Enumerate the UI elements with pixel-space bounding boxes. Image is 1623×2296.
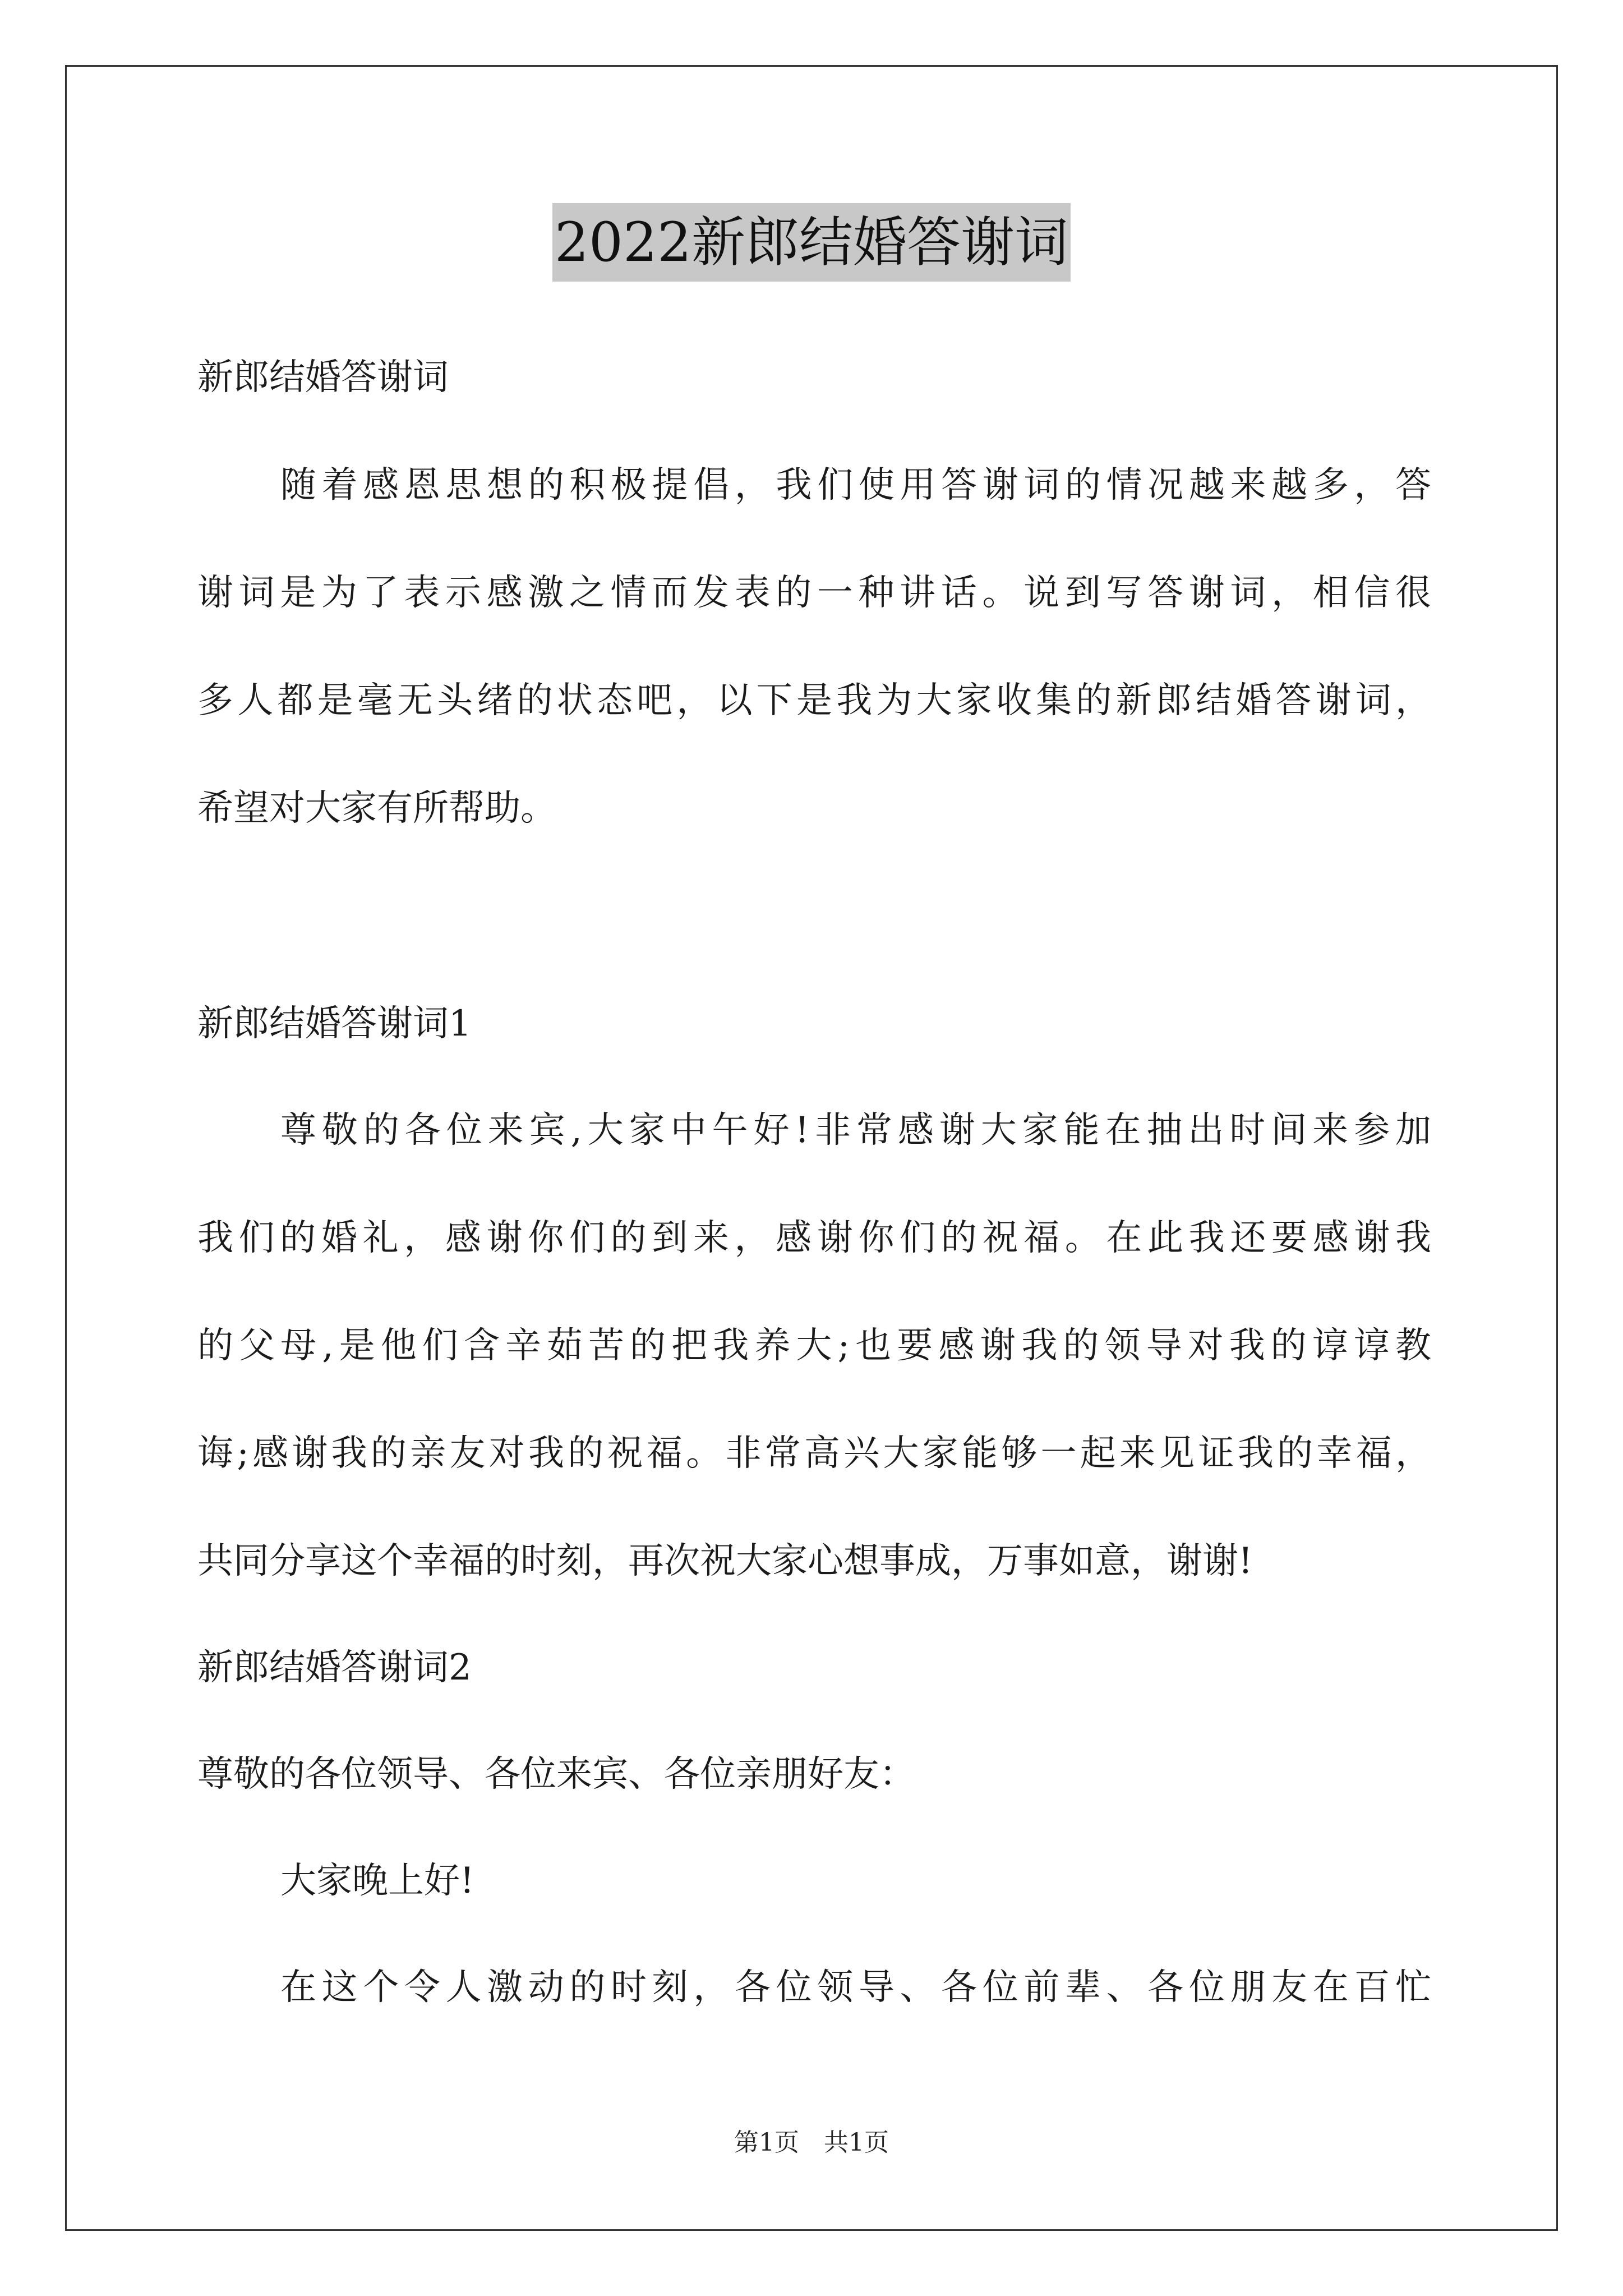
paragraph-line: 希望对大家有所帮助。 bbox=[197, 788, 556, 829]
section-heading-2: 新郎结婚答谢词2 bbox=[197, 1647, 472, 1688]
greeting-line: 大家晚上好! bbox=[280, 1860, 474, 1902]
page-number-footer: 第1页 共1页 bbox=[734, 2128, 889, 2157]
section-heading-1: 新郎结婚答谢词1 bbox=[197, 1003, 472, 1045]
paragraph-line: 我们的婚礼，感谢你们的到来，感谢你们的祝福。在此我还要感谢我 bbox=[197, 1217, 1431, 1259]
paragraph-line: 在这个令人激动的时刻，各位领导、各位前辈、各位朋友在百忙 bbox=[280, 1967, 1431, 2008]
section-heading-intro: 新郎结婚答谢词 bbox=[197, 357, 449, 398]
paragraph-line: 诲;感谢我的亲友对我的祝福。非常高兴大家能够一起来见证我的幸福， bbox=[197, 1433, 1431, 1474]
paragraph-line: 的父母,是他们含辛茹苦的把我养大;也要感谢我的领导对我的谆谆教 bbox=[197, 1325, 1431, 1366]
paragraph-line: 谢词是为了表示感激之情而发表的一种讲话。说到写答谢词，相信很 bbox=[197, 572, 1431, 614]
title-container bbox=[0, 203, 1623, 282]
document-title: 2022新郎结婚答谢词 bbox=[552, 203, 1071, 282]
salutation-line: 尊敬的各位领导、各位来宾、各位亲朋好友： bbox=[197, 1754, 915, 1795]
paragraph-line: 随着感恩思想的积极提倡，我们使用答谢词的情况越来越多，答 bbox=[280, 464, 1431, 506]
paragraph-line: 多人都是毫无头绪的状态吧，以下是我为大家收集的新郎结婚答谢词， bbox=[197, 680, 1431, 721]
paragraph-line: 尊敬的各位来宾,大家中午好!非常感谢大家能在抽出时间来参加 bbox=[280, 1110, 1431, 1151]
paragraph-line: 共同分享这个幸福的时刻，再次祝大家心想事成，万事如意，谢谢! bbox=[197, 1540, 1253, 1582]
